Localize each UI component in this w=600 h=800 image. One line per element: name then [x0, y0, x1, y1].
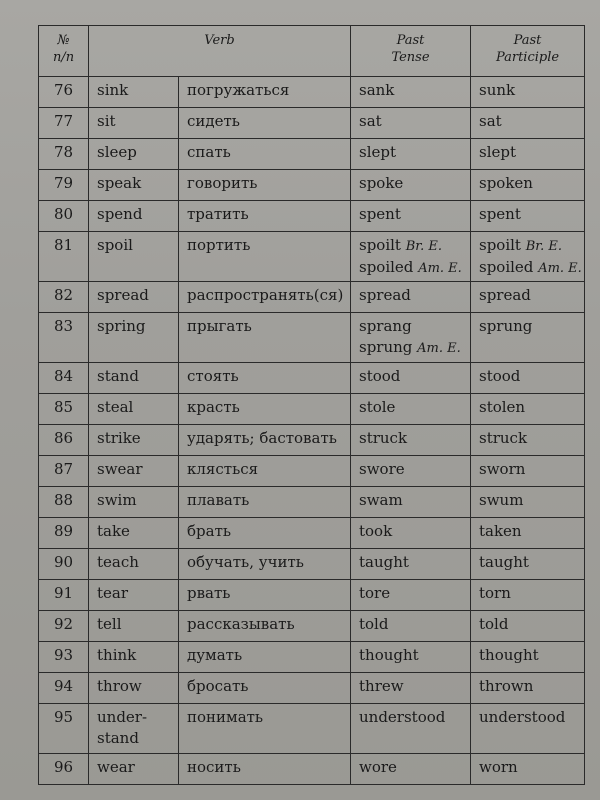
verb-form-line: took [359, 522, 393, 540]
past-participle-cell [471, 232, 585, 282]
verb-form-line: spoilt Br. E. [359, 236, 442, 254]
table-row [39, 549, 585, 580]
verb-form-line: stood [359, 367, 401, 385]
past-tense-cell [351, 313, 471, 363]
verb-form-line: understood [479, 708, 566, 726]
verb-form-line: taken [479, 522, 522, 540]
verb-infinitive: spread [89, 282, 179, 313]
row-number: 88 [39, 487, 89, 518]
past-participle-cell [471, 108, 585, 139]
past-participle-cell [471, 518, 585, 549]
verb-translation: портить [179, 232, 351, 282]
row-number: 87 [39, 456, 89, 487]
dialect-note: Am. E. [418, 261, 462, 276]
verb-form-line: sat [359, 112, 382, 130]
past-participle-cell [471, 580, 585, 611]
verb-translation: распространять(ся) [179, 282, 351, 313]
dialect-note: Am. E. [538, 261, 582, 276]
verb-form-line: worn [479, 758, 518, 776]
row-number: 83 [39, 313, 89, 363]
past-tense-cell [351, 456, 471, 487]
verb-infinitive: tell [89, 611, 179, 642]
row-number: 94 [39, 673, 89, 704]
verb-form-line: told [359, 615, 389, 633]
past-tense-cell [351, 580, 471, 611]
past-tense-cell [351, 487, 471, 518]
verb-form-line: tore [359, 584, 391, 602]
verb-infinitive: strike [89, 425, 179, 456]
past-tense-cell [351, 754, 471, 785]
verb-infinitive: teach [89, 549, 179, 580]
verb-form-line: slept [359, 143, 397, 161]
past-tense-cell [351, 108, 471, 139]
row-number: 78 [39, 139, 89, 170]
verb-translation: спать [179, 139, 351, 170]
verb-translation: сидеть [179, 108, 351, 139]
past-tense-cell [351, 77, 471, 108]
verb-form-line: spoken [479, 174, 533, 192]
past-tense-cell [351, 425, 471, 456]
table-row [39, 201, 585, 232]
past-tense-cell [351, 201, 471, 232]
verb-translation: клясться [179, 456, 351, 487]
verb-translation: рвать [179, 580, 351, 611]
past-participle-cell [471, 282, 585, 313]
table-row [39, 282, 585, 313]
verb-form-line: sank [359, 81, 395, 99]
row-number: 79 [39, 170, 89, 201]
past-participle-cell [471, 394, 585, 425]
table-row [39, 704, 585, 754]
past-participle-cell [471, 363, 585, 394]
row-number: 84 [39, 363, 89, 394]
verb-infinitive: sink [89, 77, 179, 108]
verb-infinitive: swim [89, 487, 179, 518]
past-tense-cell [351, 518, 471, 549]
row-number: 96 [39, 754, 89, 785]
verb-form-line: swore [359, 460, 405, 478]
verb-translation: обучать, учить [179, 549, 351, 580]
verb-translation: плавать [179, 487, 351, 518]
verb-form-line: struck [479, 429, 528, 447]
row-number: 92 [39, 611, 89, 642]
table-row [39, 487, 585, 518]
verb-infinitive: throw [89, 673, 179, 704]
past-participle-cell [471, 673, 585, 704]
verb-form-line: thrown [479, 677, 534, 695]
dialect-note: Am. E. [417, 341, 461, 356]
past-tense-cell [351, 549, 471, 580]
verb-form-line: spoiled Am. E. [359, 258, 462, 276]
verb-form-line: struck [359, 429, 408, 447]
past-tense-cell [351, 704, 471, 754]
table-row [39, 673, 585, 704]
verb-infinitive: sleep [89, 139, 179, 170]
past-participle-cell [471, 456, 585, 487]
table-row [39, 313, 585, 363]
row-number: 82 [39, 282, 89, 313]
past-participle-cell [471, 549, 585, 580]
verb-form-line: sworn [479, 460, 526, 478]
header-verb: Verb [89, 26, 351, 77]
verb-form-line: sunk [479, 81, 516, 99]
row-number: 95 [39, 704, 89, 754]
verb-infinitive: under- stand [89, 704, 179, 754]
verb-infinitive: take [89, 518, 179, 549]
past-tense-cell [351, 282, 471, 313]
table-header-row [39, 26, 585, 77]
verb-form-line: stole [359, 398, 396, 416]
table-row [39, 518, 585, 549]
verb-infinitive: stand [89, 363, 179, 394]
past-tense-cell [351, 232, 471, 282]
row-number: 93 [39, 642, 89, 673]
table-row [39, 170, 585, 201]
row-number: 89 [39, 518, 89, 549]
verb-translation: прыгать [179, 313, 351, 363]
verb-form-line: slept [479, 143, 517, 161]
verb-translation: брать [179, 518, 351, 549]
verb-form-line: sprang [359, 317, 412, 335]
verb-form-line: swam [359, 491, 403, 509]
verb-form-line: stood [479, 367, 521, 385]
header-past-participle: Past Participle [471, 26, 585, 77]
verb-translation: говорить [179, 170, 351, 201]
verb-translation: ударять; бастовать [179, 425, 351, 456]
past-participle-cell [471, 77, 585, 108]
table-row [39, 580, 585, 611]
verb-form-line: thought [359, 646, 419, 664]
verb-form-line: sprung [479, 317, 533, 335]
verb-form-line: understood [359, 708, 446, 726]
verb-translation: стоять [179, 363, 351, 394]
verb-form-line: told [479, 615, 509, 633]
verb-form-line: threw [359, 677, 404, 695]
verb-form-line: thought [479, 646, 539, 664]
verb-form-line: spent [479, 205, 521, 223]
past-participle-cell [471, 487, 585, 518]
verb-form-line: spread [359, 286, 411, 304]
row-number: 81 [39, 232, 89, 282]
dialect-note: Br. E. [405, 239, 442, 254]
verb-form-line: stolen [479, 398, 526, 416]
header-number: № n/n [39, 26, 89, 77]
verb-form-line: spread [479, 286, 531, 304]
table-row [39, 232, 585, 282]
verb-form-line: taught [359, 553, 409, 571]
verb-form-line: taught [479, 553, 529, 571]
table-row [39, 456, 585, 487]
past-participle-cell [471, 704, 585, 754]
past-participle-cell [471, 754, 585, 785]
verb-form-line: sprung Am. E. [359, 338, 461, 356]
table-row [39, 108, 585, 139]
past-tense-cell [351, 673, 471, 704]
table-row [39, 754, 585, 785]
verb-translation: тратить [179, 201, 351, 232]
verb-infinitive: wear [89, 754, 179, 785]
irregular-verbs-table [38, 25, 585, 785]
past-tense-cell [351, 394, 471, 425]
past-participle-cell [471, 425, 585, 456]
row-number: 77 [39, 108, 89, 139]
table-body [39, 77, 585, 785]
verb-translation: рассказывать [179, 611, 351, 642]
verb-infinitive: spend [89, 201, 179, 232]
dialect-note: Br. E. [525, 239, 562, 254]
verb-form-line: sat [479, 112, 502, 130]
verb-form-line: spoiled Am. E. [479, 258, 582, 276]
verb-translation: думать [179, 642, 351, 673]
verb-infinitive: steal [89, 394, 179, 425]
verb-infinitive: spoil [89, 232, 179, 282]
table-row [39, 77, 585, 108]
verb-infinitive: think [89, 642, 179, 673]
verb-form-line: spoke [359, 174, 404, 192]
past-participle-cell [471, 139, 585, 170]
verb-form-line: wore [359, 758, 397, 776]
table-row [39, 611, 585, 642]
past-tense-cell [351, 642, 471, 673]
past-tense-cell [351, 611, 471, 642]
verb-form-line: spoilt Br. E. [479, 236, 562, 254]
past-participle-cell [471, 170, 585, 201]
row-number: 85 [39, 394, 89, 425]
row-number: 86 [39, 425, 89, 456]
past-participle-cell [471, 642, 585, 673]
table-row [39, 363, 585, 394]
past-participle-cell [471, 313, 585, 363]
table-row [39, 394, 585, 425]
past-tense-cell [351, 170, 471, 201]
row-number: 80 [39, 201, 89, 232]
verb-translation: погружаться [179, 77, 351, 108]
table-row [39, 139, 585, 170]
past-tense-cell [351, 363, 471, 394]
verb-form-line: swum [479, 491, 524, 509]
verb-translation: понимать [179, 704, 351, 754]
past-participle-cell [471, 611, 585, 642]
verb-infinitive: sit [89, 108, 179, 139]
verb-infinitive: speak [89, 170, 179, 201]
table-row [39, 642, 585, 673]
verb-translation: красть [179, 394, 351, 425]
verb-form-line: torn [479, 584, 511, 602]
verb-infinitive: tear [89, 580, 179, 611]
verb-translation: бросать [179, 673, 351, 704]
verb-form-line: spent [359, 205, 401, 223]
table-row [39, 425, 585, 456]
past-tense-cell [351, 139, 471, 170]
past-participle-cell [471, 201, 585, 232]
verb-translation: носить [179, 754, 351, 785]
header-past-tense: Past Tense [351, 26, 471, 77]
row-number: 90 [39, 549, 89, 580]
row-number: 91 [39, 580, 89, 611]
verb-infinitive: swear [89, 456, 179, 487]
row-number: 76 [39, 77, 89, 108]
verb-infinitive: spring [89, 313, 179, 363]
